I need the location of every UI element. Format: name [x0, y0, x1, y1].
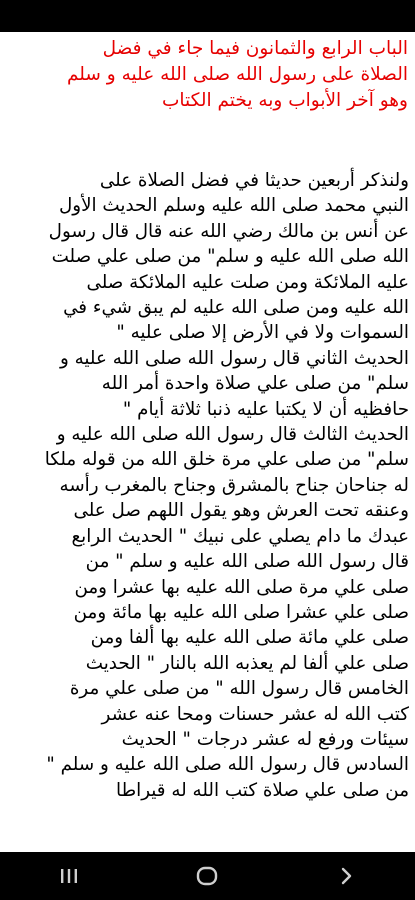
- text-line: وعنقه تحت العرش وهو يقول اللهم صل على: [73, 500, 409, 522]
- chapter-title-line: الصلاة على رسول الله صلى الله عليه و سلم: [66, 64, 408, 85]
- text-line: من صلى علي صلاة كتب الله له قيراطا: [116, 779, 409, 801]
- text-line: صلى علي مائة صلى الله عليه بها ألفا ومن: [90, 627, 409, 649]
- book-text: [6, 168, 409, 801]
- recent-apps-icon: [58, 865, 80, 887]
- text-line: سلم" من صلى علي مرة خلق الله من قوله ملكا: [44, 449, 409, 471]
- home-button[interactable]: [177, 852, 237, 900]
- text-line: عليه الملائكة ومن صلت عليه الملائكة صلى: [86, 271, 409, 293]
- back-button[interactable]: [316, 852, 376, 900]
- text-line: السموات ولا في الأرض إلا صلى عليه ": [116, 322, 409, 344]
- chapter-title: [8, 36, 408, 114]
- text-line: حافظيه أن لا يكتبا عليه ذنبا ثلاثة أيام ": [122, 398, 409, 420]
- text-line: السادس قال رسول الله صلى الله عليه و سلم ": [46, 754, 409, 776]
- system-navigation-bar: [0, 852, 415, 900]
- status-bar: [0, 0, 415, 32]
- text-line: عبدك ما دام يصلي على نبيك " الحديث الرابع: [71, 525, 409, 547]
- text-line: كتب الله له عشر حسنات ومحا عنه عشر: [101, 703, 409, 725]
- text-line: صلى علي مرة صلى الله عليه بها عشرا ومن: [74, 576, 409, 598]
- text-line: له جناحان جناح بالمشرق وجناح بالمغرب رأسه: [59, 474, 409, 496]
- text-line: الله صلى الله عليه و سلم" من صلى علي صلت: [51, 246, 409, 268]
- chapter-title-line: الباب الرابع والثمانون فيما جاء في فضل: [102, 38, 408, 59]
- chapter-title-line: وهو آخر الأبواب وبه يختم الكتاب: [161, 90, 408, 111]
- home-icon: [195, 864, 219, 888]
- text-line: صلى علي ألفا لم يعذبه الله بالنار " الحديث: [85, 652, 409, 674]
- text-line: سلم" من صلى علي صلاة واحدة أمر الله: [101, 373, 409, 395]
- text-line: النبي محمد صلى الله عليه وسلم الحديث الأول: [58, 195, 409, 217]
- text-line: عن أنس بن مالك رضي الله عنه قال قال رسول: [48, 220, 409, 242]
- text-line: قال رسول الله صلى الله عليه و سلم " من: [85, 551, 409, 573]
- text-line: الله عليه ومن صلى الله عليه لم يبق شيء في: [63, 297, 409, 319]
- back-icon: [335, 865, 357, 887]
- text-line: الحديث الثاني قال رسول الله صلى الله عليه و: [59, 347, 409, 369]
- text-line: سيئات ورفع له عشر درجات " الحديث: [121, 728, 409, 750]
- text-line: ولنذكر أربعين حديثا في فضل الصلاة على: [99, 170, 409, 191]
- text-line: الحديث الثالث قال رسول الله صلى الله عليه و: [56, 424, 409, 446]
- text-line: صلى علي عشرا صلى الله عليه بها مائة ومن: [73, 601, 409, 623]
- recent-apps-button[interactable]: [39, 852, 99, 900]
- text-line: الخامس قال رسول الله " من صلى علي مرة: [69, 678, 409, 700]
